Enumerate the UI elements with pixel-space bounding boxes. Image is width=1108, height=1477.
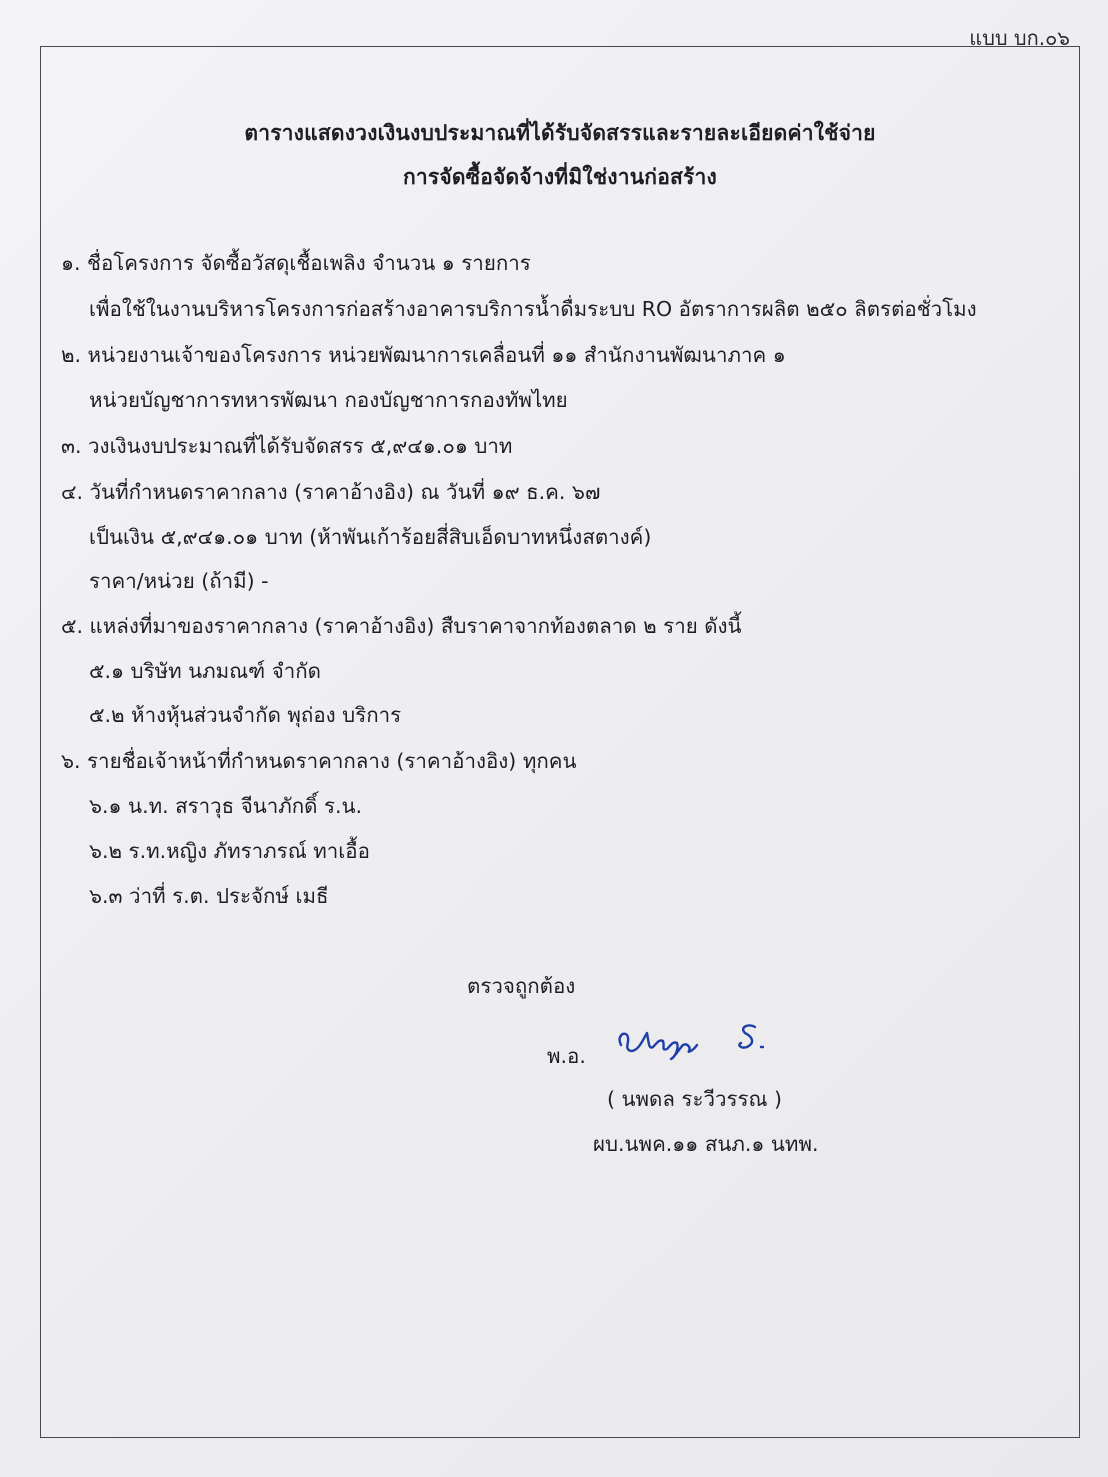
item-1-purpose: เพื่อใช้ในงานบริหารโครงการก่อสร้างอาคารบริการน้ำดื่มระบบ RO อัตราการผลิต ๒๕๐ ลิตรต่อชั่วโมง [89,297,977,321]
item-2-owner-unit: ๒. หน่วยงานเจ้าของโครงการ หน่วยพัฒนาการเคลื่อนที่ ๑๑ สำนักงานพัฒนาภาค ๑ [61,343,786,367]
item-2-owner-command: หน่วยบัญชาการทหารพัฒนา กองบัญชาการกองทัพไทย [89,388,568,412]
signer-name: ( นพดล ระวีวรรณ ) [607,1087,783,1111]
item-6-1-official: ๖.๑ น.ท. สราวุธ จีนาภักดิ์ ร.น. [89,794,363,818]
handwritten-signature [613,1015,783,1065]
item-3-budget: ๓. วงเงินงบประมาณที่ได้รับจัดสรร ๕,๙๔๑.๐๑ บาท [61,434,513,458]
item-6-3-official: ๖.๓ ว่าที่ ร.ต. ประจักษ์ เมธี [89,884,329,908]
form-code: แบบ บก.๐๖ [969,26,1070,50]
item-5-price-source: ๕. แหล่งที่มาของราคากลาง (ราคาอ้างอิง) สืบราคาจากท้องตลาด ๒ ราย ดังนี้ [61,614,742,638]
item-4-amount: เป็นเงิน ๕,๙๔๑.๐๑ บาท (ห้าพันเก้าร้อยสี่สิบเอ็ดบาทหนึ่งสตางค์) [89,525,652,549]
item-6-2-official: ๖.๒ ร.ท.หญิง ภัทราภรณ์ ทาเอื้อ [89,839,370,863]
document-title-line-1: ตารางแสดงวงเงินงบประมาณที่ได้รับจัดสรรและรายละเอียดค่าใช้จ่าย [244,121,876,145]
item-5-1-company: ๕.๑ บริษัท นภมณฑ์ จำกัด [89,659,321,683]
item-1-project-name: ๑. ชื่อโครงการ จัดซื้อวัสดุเชื้อเพลิง จำนวน ๑ รายการ [61,251,531,275]
item-4-unit-price: ราคา/หน่วย (ถ้ามี) - [89,569,269,593]
item-4-reference-date: ๔. วันที่กำหนดราคากลาง (ราคาอ้างอิง) ณ วันที่ ๑๙ ธ.ค. ๖๗ [61,480,601,504]
item-5-2-partnership: ๕.๒ ห้างหุ้นส่วนจำกัด พุถ่อง บริการ [89,703,402,727]
verify-text: ตรวจถูกต้อง [467,974,576,998]
signer-position: ผบ.นพค.๑๑ สนภ.๑ นทพ. [593,1132,819,1156]
item-6-officials-heading: ๖. รายชื่อเจ้าหน้าที่กำหนดราคากลาง (ราคาอ้างอิง) ทุกคน [61,749,577,773]
document-frame [40,46,1080,1438]
rank-prefix: พ.อ. [547,1044,586,1068]
document-title-line-2: การจัดซื้อจัดจ้างที่มิใช่งานก่อสร้าง [403,165,717,189]
